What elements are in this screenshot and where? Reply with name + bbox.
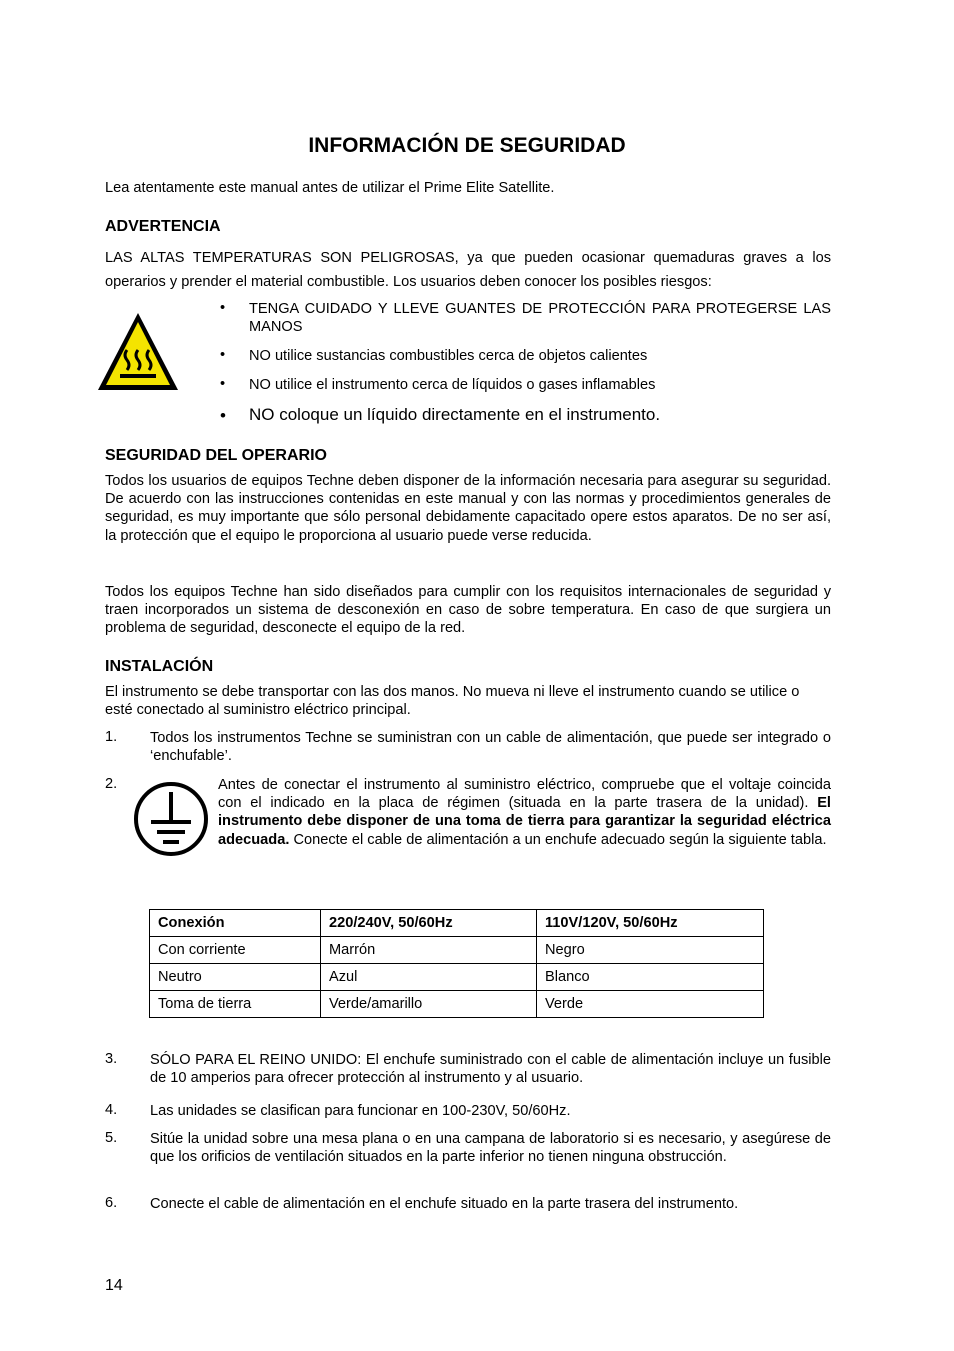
table-cell: Negro bbox=[537, 937, 764, 964]
list-item-1: Todos los instrumentos Techne se suministran con un cable de alimentación, que puede ser integrado o ‘enchufable’. bbox=[150, 730, 831, 765]
table-row bbox=[150, 964, 764, 991]
bullet-item: • NO utilice sustancias combustibles cerca de objetos calientes bbox=[220, 347, 648, 364]
advertencia-heading: ADVERTENCIA bbox=[105, 218, 221, 235]
list-number: 3. bbox=[105, 1051, 118, 1067]
bullet-item: • TENGA CUIDADO Y LLEVE GUANTES DE PROTECCIÓN PARA PROTEGERSE LAS MANOS bbox=[220, 300, 831, 335]
page-title: INFORMACIÓN DE SEGURIDAD bbox=[308, 134, 626, 157]
advertencia-text: LAS ALTAS TEMPERATURAS SON PELIGROSAS, ya que pueden ocasionar quemaduras graves a los operarios y prender el material combustible. Los usuarios deben conocer los posibles riesgos: bbox=[105, 250, 831, 290]
page-number: 14 bbox=[105, 1277, 123, 1294]
list-item-2: Antes de conectar el instrumento al suministro eléctrico, compruebe que el voltaje coincida con el indicado en la placa de régimen (situada en la parte trasera de la unidad). El instrumento debe disponer de una toma de tierra para garantizar la seguridad eléctrica adecuada. Conecte el cable de alimentación a un enchufe adecuado según la siguiente tabla. bbox=[218, 777, 831, 848]
hot-surface-warning-icon bbox=[96, 310, 180, 394]
instalacion-heading: INSTALACIÓN bbox=[105, 658, 214, 675]
operario-heading: SEGURIDAD DEL OPERARIO bbox=[105, 447, 327, 464]
table-header-row bbox=[150, 910, 764, 937]
table-cell: Blanco bbox=[537, 964, 764, 991]
list-item-5: Sitúe la unidad sobre una mesa plana o en una campana de laboratorio si es necesario, y asegúrese de que los orificios de ventilación situados en la parte inferior no tienen ninguna obstrucción. bbox=[150, 1131, 831, 1166]
bullet-item: • NO coloque un líquido directamente en el instrumento. bbox=[220, 405, 661, 425]
list-number: 1. bbox=[105, 729, 118, 745]
list-number: 5. bbox=[105, 1130, 118, 1146]
intro-text: Lea atentamente este manual antes de utilizar el Prime Elite Satellite. bbox=[105, 180, 555, 196]
table-header-cell: Conexión bbox=[150, 910, 321, 937]
table-header-cell: 220/240V, 50/60Hz bbox=[321, 910, 537, 937]
list-item-3: SÓLO PARA EL REINO UNIDO: El enchufe suministrado con el cable de alimentación incluye un fusible de 10 amperios para ofrecer protección al instrumento y al usuario. bbox=[150, 1052, 831, 1087]
list-number: 4. bbox=[105, 1102, 118, 1118]
table-cell: Azul bbox=[321, 964, 537, 991]
operario-paragraph-2: Todos los equipos Techne han sido diseñados para cumplir con los requisitos internacionales de seguridad y traen incorporados un sistema de desconexión en caso de sobre temperatura. En caso de que surgiera un problema de seguridad, desconecte el equipo de la red. bbox=[105, 584, 831, 637]
table-cell: Toma de tierra bbox=[150, 991, 321, 1018]
warning-bullet-list bbox=[220, 300, 831, 430]
table-cell: Verde/amarillo bbox=[321, 991, 537, 1018]
table-cell: Marrón bbox=[321, 937, 537, 964]
table-header-cell: 110V/120V, 50/60Hz bbox=[537, 910, 764, 937]
list-item-4: Las unidades se clasifican para funcionar en 100-230V, 50/60Hz. bbox=[150, 1103, 571, 1119]
list-item-6: Conecte el cable de alimentación en el enchufe situado en la parte trasera del instrumento. bbox=[150, 1196, 739, 1212]
table-row bbox=[150, 937, 764, 964]
table-cell: Con corriente bbox=[150, 937, 321, 964]
table-row bbox=[150, 991, 764, 1018]
instalacion-intro: El instrumento se debe transportar con las dos manos. No mueva ni lleve el instrumento cuando se utilice o esté conectado al suministro eléctrico principal. bbox=[105, 684, 800, 719]
earth-ground-icon bbox=[133, 780, 209, 858]
connection-table bbox=[149, 909, 764, 1018]
list-number: 2. bbox=[105, 776, 118, 792]
operario-paragraph-1: Todos los usuarios de equipos Techne deben disponer de la información necesaria para asegurar su seguridad. De acuerdo con las instrucciones contenidas en este manual y con las normas y procedimientos generales de seguridad, es muy importante que sólo personal debidamente capacitado opere estos aparatos. De no ser así, la protección que el equipo le proporciona al usuario puede verse reducida. bbox=[105, 473, 831, 544]
bullet-item: • NO utilice el instrumento cerca de líquidos o gases inflamables bbox=[220, 376, 656, 393]
table-cell: Verde bbox=[537, 991, 764, 1018]
table-cell: Neutro bbox=[150, 964, 321, 991]
list-number: 6. bbox=[105, 1195, 118, 1211]
